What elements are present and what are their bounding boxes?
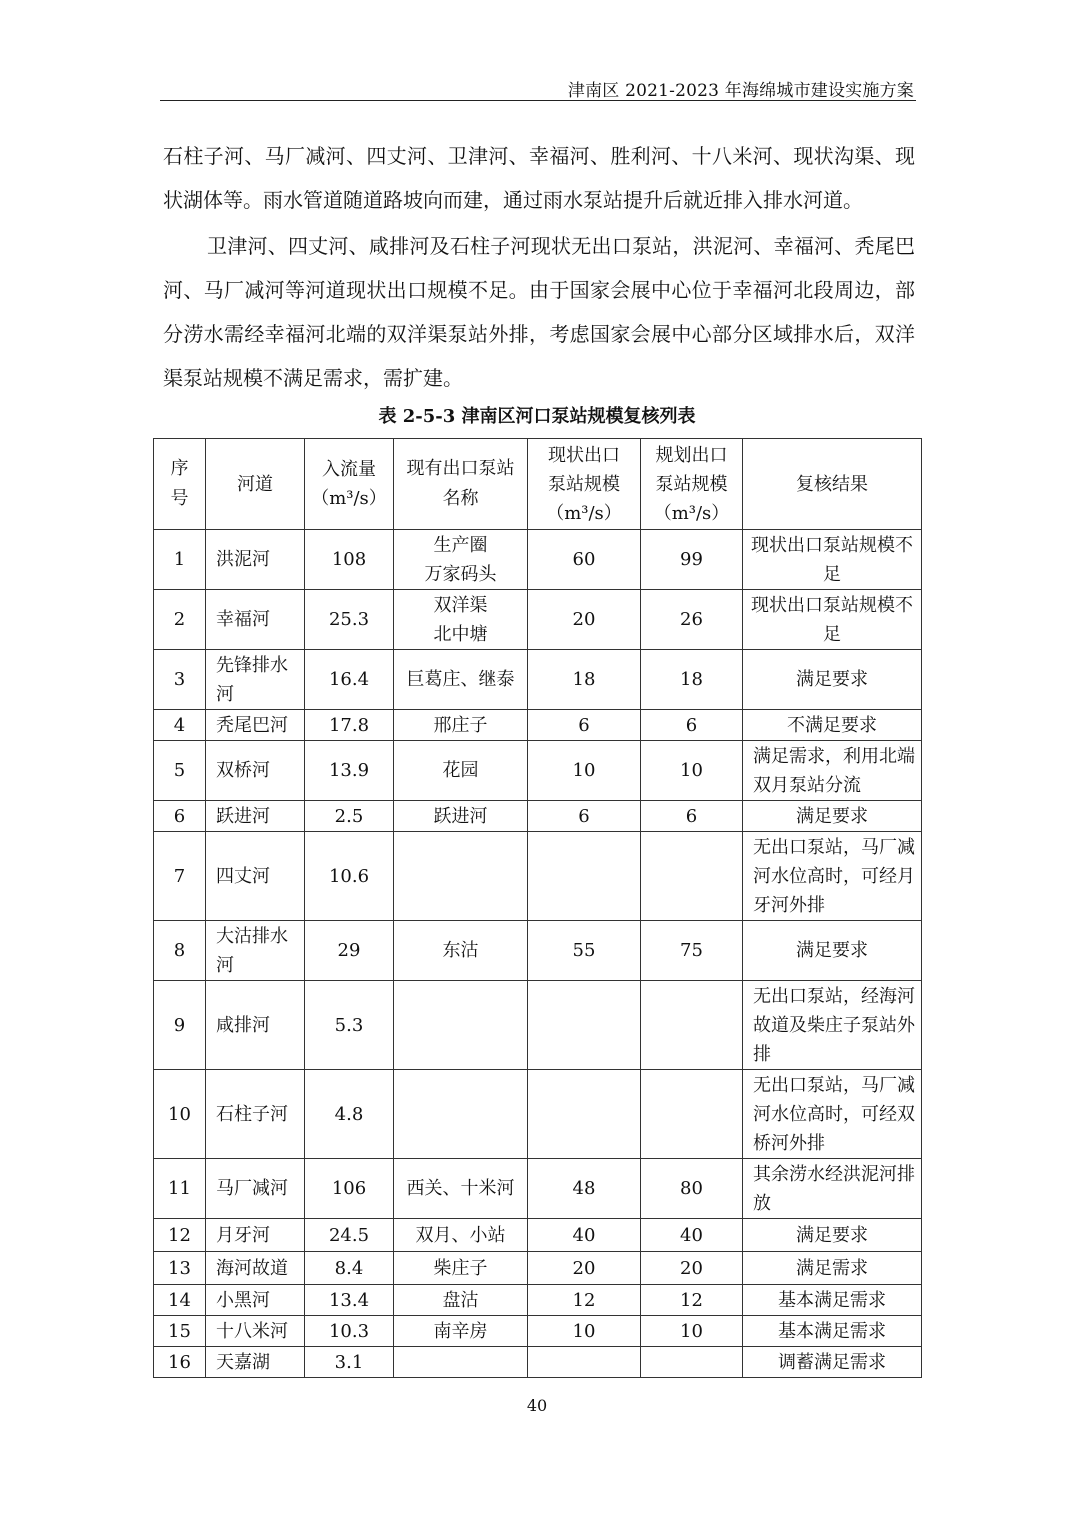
cell-inflow: 106 (305, 1159, 394, 1219)
cell-station: 生产圈 万家码头 (394, 530, 528, 590)
pump-station-table (153, 438, 922, 1378)
header-seq-label: 序号 (170, 458, 189, 509)
cell-station (394, 981, 528, 1070)
cell-current-capacity: 55 (528, 921, 641, 981)
cell-seq: 16 (154, 1347, 206, 1378)
cell-inflow: 10.3 (305, 1316, 394, 1347)
header-title: 津南区 2021-2023 年海绵城市建设实施方案 (567, 81, 914, 101)
paragraph-2: 卫津河、四丈河、咸排河及石柱子河现状无出口泵站，洪泥河、幸福河、秃尾巴河、马厂减河等河道现状出口规模不足。由于国家会展中心位于幸福河北段周边，部分涝水需经幸福河北端的双洋渠泵站外排，考虑国家会展中心部分区域排水后，双洋渠泵站规模不满足需求，需扩建。 (163, 234, 915, 390)
cell-result: 不满足要求 (743, 710, 922, 741)
cell-river: 天嘉湖 (206, 1347, 305, 1378)
cell-result: 其余涝水经洪泥河排放 (743, 1159, 922, 1219)
cell-river: 月牙河 (206, 1219, 305, 1252)
cell-river: 先锋排水河 (206, 650, 305, 710)
table-row (154, 801, 922, 832)
table-row (154, 1316, 922, 1347)
cell-current-capacity: 48 (528, 1159, 641, 1219)
cell-station: 双月、小站 (394, 1219, 528, 1252)
cell-inflow: 17.8 (305, 710, 394, 741)
header-planned-unit: （m³/s） (653, 502, 730, 524)
cell-result: 基本满足需求 (743, 1285, 922, 1316)
cell-current-capacity (528, 1070, 641, 1159)
table-row (154, 650, 922, 710)
table-row (154, 921, 922, 981)
cell-seq: 11 (154, 1159, 206, 1219)
table-row (154, 981, 922, 1070)
cell-inflow: 2.5 (305, 801, 394, 832)
cell-current-capacity: 18 (528, 650, 641, 710)
table-row (154, 741, 922, 801)
cell-current-capacity: 6 (528, 801, 641, 832)
cell-current-capacity: 12 (528, 1285, 641, 1316)
cell-seq: 13 (154, 1252, 206, 1285)
cell-current-capacity (528, 1347, 641, 1378)
cell-seq: 6 (154, 801, 206, 832)
cell-planned-capacity: 10 (641, 1316, 743, 1347)
cell-river: 大沽排水河 (206, 921, 305, 981)
cell-result: 满足需求 (743, 1252, 922, 1285)
cell-planned-capacity: 12 (641, 1285, 743, 1316)
cell-planned-capacity (641, 832, 743, 921)
table-header-row (154, 439, 922, 530)
table-row (154, 590, 922, 650)
table-row (154, 1252, 922, 1285)
table-row (154, 1219, 922, 1252)
cell-planned-capacity (641, 981, 743, 1070)
cell-seq: 10 (154, 1070, 206, 1159)
cell-planned-capacity (641, 1070, 743, 1159)
cell-result: 满足要求 (743, 650, 922, 710)
cell-inflow: 4.8 (305, 1070, 394, 1159)
cell-inflow: 24.5 (305, 1219, 394, 1252)
cell-station (394, 832, 528, 921)
cell-river: 咸排河 (206, 981, 305, 1070)
cell-inflow: 13.4 (305, 1285, 394, 1316)
cell-inflow: 108 (305, 530, 394, 590)
cell-result: 基本满足需求 (743, 1316, 922, 1347)
cell-river: 幸福河 (206, 590, 305, 650)
cell-seq: 9 (154, 981, 206, 1070)
cell-result: 满足需求，利用北端双月泵站分流 (743, 741, 922, 801)
cell-planned-capacity (641, 1347, 743, 1378)
cell-river: 小黑河 (206, 1285, 305, 1316)
cell-result: 调蓄满足需求 (743, 1347, 922, 1378)
cell-seq: 8 (154, 921, 206, 981)
cell-seq: 2 (154, 590, 206, 650)
cell-river: 十八米河 (206, 1316, 305, 1347)
cell-river: 海河故道 (206, 1252, 305, 1285)
cell-inflow: 8.4 (305, 1252, 394, 1285)
cell-current-capacity: 6 (528, 710, 641, 741)
cell-current-capacity: 60 (528, 530, 641, 590)
cell-result: 无出口泵站，经海河故道及柴庄子泵站外排 (743, 981, 922, 1070)
cell-planned-capacity: 40 (641, 1219, 743, 1252)
cell-seq: 5 (154, 741, 206, 801)
cell-station: 柴庄子 (394, 1252, 528, 1285)
cell-station: 西关、十米河 (394, 1159, 528, 1219)
cell-planned-capacity: 80 (641, 1159, 743, 1219)
header-planned-label: 规划出口泵站规模 (655, 444, 728, 495)
cell-result: 无出口泵站，马厂减河水位高时，可经双桥河外排 (743, 1070, 922, 1159)
header-result: 复核结果 (743, 439, 922, 530)
cell-result: 无出口泵站，马厂减河水位高时，可经月牙河外排 (743, 832, 922, 921)
header-station (394, 439, 528, 530)
cell-river: 洪泥河 (206, 530, 305, 590)
header-river: 河道 (206, 439, 305, 530)
cell-planned-capacity: 26 (641, 590, 743, 650)
cell-planned-capacity: 99 (641, 530, 743, 590)
paragraph-1: 石柱子河、马厂减河、四丈河、卫津河、幸福河、胜利河、十八米河、现状沟渠、现状湖体等。雨水管道随道路坡向而建，通过雨水泵站提升后就近排入排水河道。 (163, 144, 915, 212)
cell-seq: 1 (154, 530, 206, 590)
cell-river: 双桥河 (206, 741, 305, 801)
page-number: 40 (526, 1396, 548, 1415)
cell-seq: 3 (154, 650, 206, 710)
cell-station (394, 1070, 528, 1159)
table-row (154, 710, 922, 741)
cell-inflow: 10.6 (305, 832, 394, 921)
cell-inflow: 13.9 (305, 741, 394, 801)
table-row (154, 1347, 922, 1378)
cell-inflow: 5.3 (305, 981, 394, 1070)
table-row (154, 530, 922, 590)
cell-planned-capacity: 10 (641, 741, 743, 801)
cell-result: 现状出口泵站规模不足 (743, 590, 922, 650)
cell-station: 花园 (394, 741, 528, 801)
cell-planned-capacity: 20 (641, 1252, 743, 1285)
cell-current-capacity (528, 832, 641, 921)
table-row (154, 1285, 922, 1316)
cell-current-capacity: 40 (528, 1219, 641, 1252)
cell-river: 石柱子河 (206, 1070, 305, 1159)
cell-river: 马厂减河 (206, 1159, 305, 1219)
table-row (154, 1070, 922, 1159)
cell-current-capacity: 10 (528, 741, 641, 801)
cell-current-capacity (528, 981, 641, 1070)
cell-station: 南辛房 (394, 1316, 528, 1347)
cell-current-capacity: 10 (528, 1316, 641, 1347)
header-current-unit: （m³/s） (546, 502, 622, 524)
cell-seq: 7 (154, 832, 206, 921)
cell-station: 巨葛庄、继泰 (394, 650, 528, 710)
cell-seq: 12 (154, 1219, 206, 1252)
header-planned (641, 439, 743, 530)
cell-inflow: 3.1 (305, 1347, 394, 1378)
cell-inflow: 16.4 (305, 650, 394, 710)
cell-result: 满足要求 (743, 921, 922, 981)
cell-station: 邢庄子 (394, 710, 528, 741)
cell-seq: 14 (154, 1285, 206, 1316)
cell-station: 双洋渠 北中塘 (394, 590, 528, 650)
page-header (160, 74, 916, 101)
table-body (154, 530, 922, 1378)
header-station-label: 现有出口泵站名称 (406, 458, 515, 509)
cell-inflow: 29 (305, 921, 394, 981)
cell-station: 盘沽 (394, 1285, 528, 1316)
table-caption: 表 2-5-3 津南区河口泵站规模复核列表 (378, 406, 696, 427)
header-inflow-unit: （m³/s） (311, 488, 387, 509)
cell-planned-capacity: 18 (641, 650, 743, 710)
cell-river: 四丈河 (206, 832, 305, 921)
header-current-label: 现状出口泵站规模 (548, 444, 620, 495)
cell-current-capacity: 20 (528, 1252, 641, 1285)
cell-planned-capacity: 6 (641, 710, 743, 741)
cell-river: 秃尾巴河 (206, 710, 305, 741)
cell-planned-capacity: 75 (641, 921, 743, 981)
header-current (528, 439, 641, 530)
table-row (154, 832, 922, 921)
cell-result: 满足要求 (743, 801, 922, 832)
cell-planned-capacity: 6 (641, 801, 743, 832)
header-inflow (305, 439, 394, 530)
cell-seq: 4 (154, 710, 206, 741)
cell-current-capacity: 20 (528, 590, 641, 650)
cell-inflow: 25.3 (305, 590, 394, 650)
cell-station: 东沽 (394, 921, 528, 981)
cell-station: 跃进河 (394, 801, 528, 832)
cell-result: 现状出口泵站规模不足 (743, 530, 922, 590)
cell-station (394, 1347, 528, 1378)
cell-result: 满足要求 (743, 1219, 922, 1252)
header-inflow-label: 入流量 (322, 459, 376, 480)
cell-seq: 15 (154, 1316, 206, 1347)
cell-river: 跃进河 (206, 801, 305, 832)
header-seq (154, 439, 206, 530)
table-row (154, 1159, 922, 1219)
